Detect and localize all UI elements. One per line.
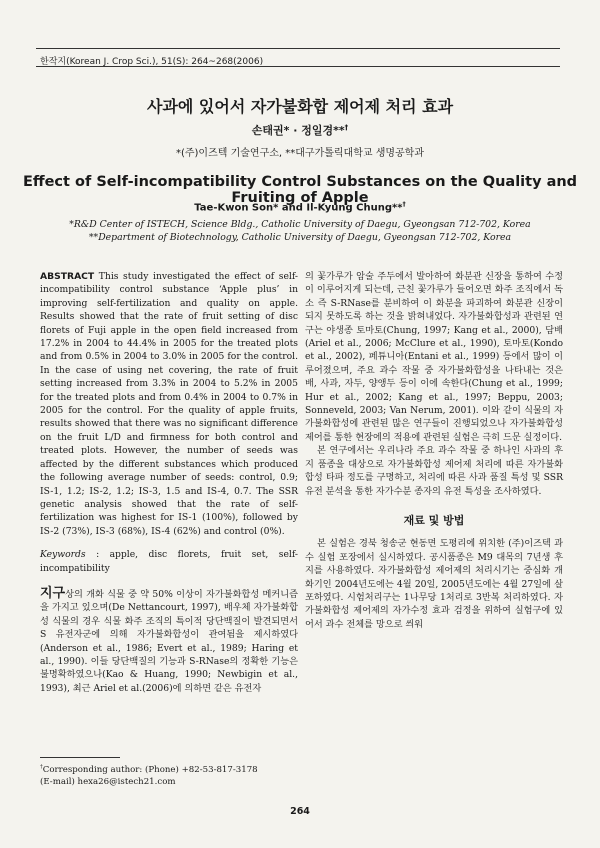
footnote-rule — [40, 757, 120, 758]
english-affiliation — [0, 218, 600, 244]
journal-citation: 한작지(Korean J. Crop Sci.), 51(S): 264~268(2006) — [40, 57, 264, 67]
footnote-mark: † — [40, 764, 43, 770]
abstract-heading: ABSTRACT — [40, 271, 95, 282]
footnote — [40, 761, 298, 788]
korean-title: 사과에 있어서 자가불화합 제어제 처리 효과 — [146, 97, 454, 116]
english-authors-names: Tae-Kwon Son* and Il-Kyung Chung** — [194, 202, 403, 214]
abstract — [40, 270, 298, 538]
intro-right-text-1: 의 꽃가루가 암술 주두에서 발아하여 화분관 신장을 통하여 수정이 이루어지게 되는데, 근친 꽃가루가 들어오면 화주 조직에서 독소 즉 S-RNase를 분비하여 이 화분을 파괴하여 화분관 신장이 되지 못하도록 하는 것을 밝혀내었다. 자가불화합성과 관련된 연구는 야생종 토마토(Chung, 1997; Kang et al., 2000), 담배(Ariel et al., 2006; McClure et al., 1990), 토마토(Kondo et al., 2002), 페튜니아(Entani et al., 1999) 등에서 많이 이루어졌으며, 주요 과수 작물 중 자가불화합성을 나타내는 것은 배, 사과, 자두, 양앵두 등이 이에 속한다(Chung et al., 1999; Hur et al., 2002; Kang et al., 1997; Beppu, 2003; Sonneveld, 2003; Van Nerum, 2001). 이와 같이 식물의 자가불화합성에 관련된 많은 연구들이 진행되었으나 자가불화합성 제어를 통한 현장에의 적용에 관련된 실험은 극히 드문 실정이다. — [305, 271, 563, 443]
page-number: 264 — [290, 806, 310, 817]
english-authors-mark: † — [402, 200, 406, 208]
header-rule-bottom — [36, 66, 560, 67]
intro-left-text: 상의 개화 식물 중 약 50% 이상이 자가불화합성 메커니즘을 가지고 있으며(De Nettancourt, 1997), 배우체 자가불화합성 식물의 경우 식물 화주 조직의 특이적 당단백질이 발견되면서 S 유전자군에 의해 자가불화합성이 관여됨을 제시하였다(Anderson et al., 1986; Evert et al., 1989; Haring et al., 1990). 이들 당단백질의 기능과 S-RNase의 정확한 기능은 불명확하였으나(Kao & Huang, 1990; Newbigin et al., 1993), 최근 Ariel et al.(2006)에 의하면 같은 유전자 — [40, 588, 298, 694]
abstract-text: This study investigated the effect of self-incompatibility control substance ‘Apple plus’ in improving self-fertilization and quality on apple. Results showed that the rate of fruit setting of disc florets of Fuji apple in the open field increased from 17.2% in 2004 to 44.4% in 2005 for the treated plots and from 0.5% in 2004 to 3.0% in 2005 for the control. In the case of using net covering, the rate of fruit setting increased from 3.3% in 2004 to 5.2% in 2005 for the treated plots and from 0.4% in 2004 to 0.7% in 2005 for the control. For the quality of apple fruits, results showed that there was no significant difference on the fruit L/D and firmness for both control and treated plots. However, the number of seeds was affected by the different substances which produced the following average number of seeds: control, 0.9; IS-1, 1.2; IS-2, 1.2; IS-3, 1.5 and IS-4, 0.7. The SSR genetic analysis showed that the rate of self-fertilization was highest for IS-1 (100%), followed by IS-2 (73%), IS-3 (68%), IS-4 (62%) and control (0%). — [40, 271, 298, 537]
methods-text: 본 실험은 경북 청송군 현동면 도평리에 위치한 (주)이즈텍 과수 실험 포장에서 실시하였다. 공시품종은 M9 대목의 7년생 후지를 사용하였다. 자가불화합성 제어제의 처리시기는 중심화 개화기인 2004년도에는 4월 20일, 2005년도에는 4월 27일에 살포하였다. 시험처리구는 1나무당 1처리로 3반복 처리하였다. 자가불화합성 제어제의 자가수정 효과 검정을 위하여 실험구에 있어서 과수 전체를 망으로 씌워 — [305, 538, 563, 630]
keywords-text: : apple, disc florets, fruit set, self-incompatibility — [40, 549, 299, 574]
english-affiliation-1: *R&D Center of ISTECH, Science Bldg., Catholic University of Daegu, Gyeongsan 712-702, Korea — [69, 219, 531, 230]
korean-authors-mark: † — [344, 122, 349, 132]
intro-dropcap: 지구 — [40, 585, 66, 601]
footnote-line-2: (E-mail) hexa26@istech21.com — [40, 776, 176, 787]
keywords-label: Keywords — [40, 549, 86, 561]
intro-paragraph-1 — [40, 587, 298, 695]
left-column — [40, 270, 298, 695]
header-rule-top — [36, 48, 560, 49]
korean-authors — [0, 122, 600, 138]
footnote-line-1 — [40, 761, 298, 776]
english-authors — [0, 200, 600, 213]
right-column — [305, 270, 563, 631]
english-affiliation-2: **Department of Biotechnology, Catholic University of Daegu, Gyeongsan 712-702, Korea — [88, 232, 512, 243]
footnote-corresponding: Corresponding author: (Phone) +82-53-817-3178 — [42, 764, 258, 775]
intro-right-text-2: 본 연구에서는 우리나라 주요 과수 작물 중 하나인 사과의 후지 품종을 대상으로 자가불화합성 제어제 처리에 따른 자가불화합성 타파 정도를 구명하고, 처리에 따른 사과 품질 특성 및 SSR 유전 분석을 통한 자가수분 종자의 유전 특성을 조사하였다. — [305, 445, 563, 497]
korean-authors-names: 손태권* · 정일경** — [251, 124, 345, 137]
korean-affiliation: *(주)이즈텍 기술연구소, **대구가톨릭대학교 생명공학과 — [175, 148, 425, 159]
keywords — [40, 548, 298, 575]
methods-heading: 재료 및 방법 — [403, 513, 465, 527]
english-title: Effect of Self-incompatibility Control Substances on the Quality and Fruiting of Apple — [22, 174, 578, 206]
